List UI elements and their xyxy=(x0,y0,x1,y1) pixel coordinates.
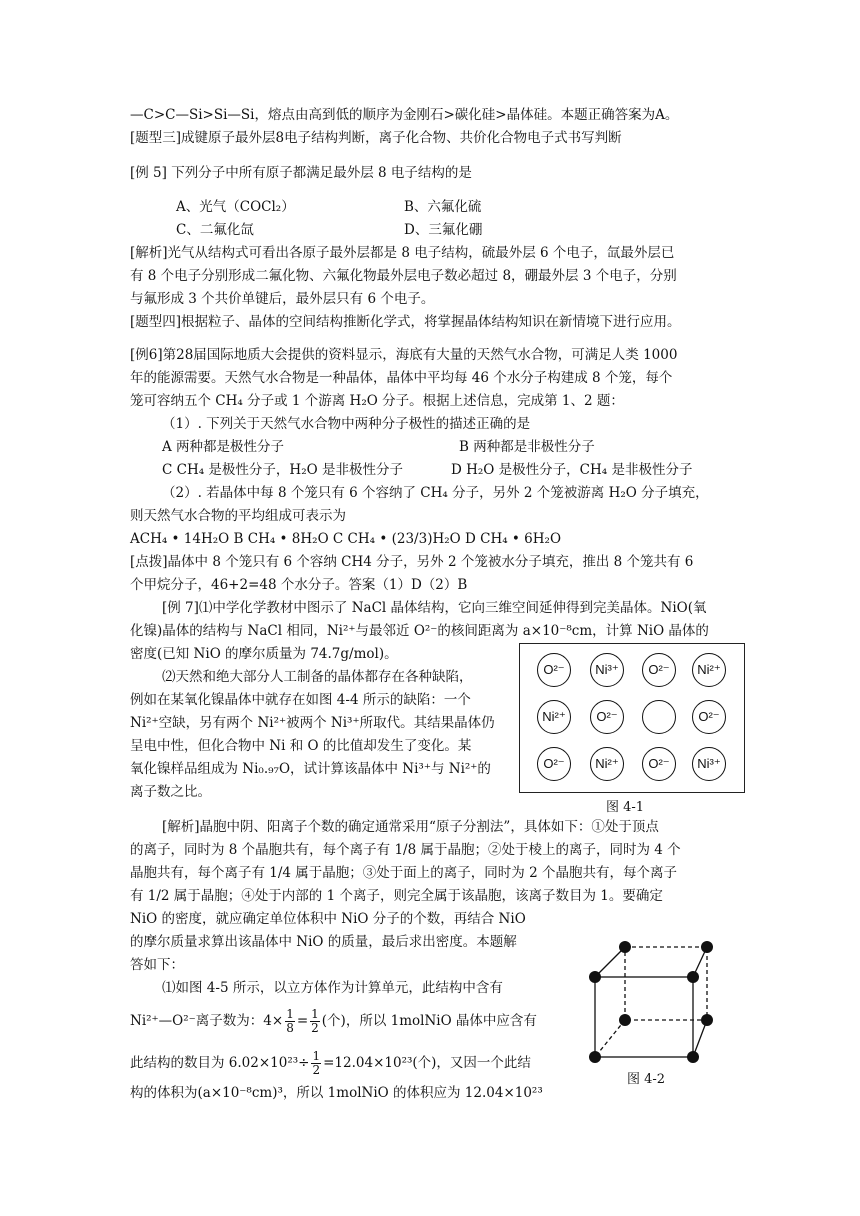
example-5-question: [例 5] 下列分子中所有原子都满足最外层 8 电子结构的是 xyxy=(130,165,472,181)
ion-nickel-3: Ni³⁺ xyxy=(692,747,726,781)
text-line: 有 1/2 属于晶胞；④处于内部的 1 个离子，则完全属于该晶胞，该离子数目为 1。要确定 xyxy=(130,888,663,904)
answer-options: ACH₄ • 14H₂O B CH₄ • 8H₂O C CH₄ • (23/3)H₂O D CH₄ • 6H₂O xyxy=(130,531,562,547)
formula-text: = xyxy=(296,1013,309,1029)
text-line: 氧化镍样品组成为 Ni₀.₉₇O，试计算该晶体中 Ni³⁺与 Ni²⁺的 xyxy=(130,761,491,777)
text-line: [例6]第28届国际地质大会提供的资料显示，海底有大量的天然气水合物，可满足人类 1000 xyxy=(130,347,678,363)
fraction-denominator: 2 xyxy=(311,1021,319,1035)
formula-text: 此结构的数目为 6.02×10²³÷ xyxy=(130,1055,310,1071)
fraction-one-eighth xyxy=(285,1008,295,1035)
question-type-heading: [题型四]根据粒子、晶体的空间结构推断化学式，将掌握晶体结构知识在新情境下进行应用。 xyxy=(130,314,681,330)
text-line: Ni²⁺空缺，另有两个 Ni²⁺被两个 Ni³⁺所取代。其结果晶体仍 xyxy=(130,715,495,731)
lattice-ion xyxy=(589,971,601,983)
cube-edge xyxy=(595,947,625,977)
option-b: B、六氟化硫 xyxy=(404,199,482,215)
text-line: 化镍)晶体的结构与 NaCl 相同，Ni²⁺与最邻近 O²⁻的核间距离为 a×10⁻⁸cm，计算 NiO 晶体的 xyxy=(130,623,709,639)
lattice-ion xyxy=(701,1014,713,1026)
text-line: [例 7]⑴中学化学教材中图示了 NaCl 晶体结构，它向三维空间延伸得到完美晶体。NiO(氧 xyxy=(162,600,707,616)
cube-edge xyxy=(595,1020,625,1057)
option-a: A、光气（COCl₂） xyxy=(176,199,295,215)
ion-oxide: O²⁻ xyxy=(642,653,676,687)
ion-oxide: O²⁻ xyxy=(537,747,571,781)
formula-text: (个)，所以 1molNiO 晶体中应含有 xyxy=(321,1013,537,1029)
text-line: （1）. 下列关于天然气水合物中两种分子极性的描述正确的是 xyxy=(162,416,531,432)
figure-caption: 图 4-1 xyxy=(606,800,645,815)
text-line: 的摩尔质量求算出该晶体中 NiO 的质量，最后求出密度。本题解 xyxy=(130,934,517,950)
lattice-ion xyxy=(687,1051,699,1063)
cube-front-face xyxy=(595,977,693,1057)
text-line: [点拨]晶体中 8 个笼只有 6 个容纳 CH4 分子，另外 2 个笼被水分子填充，推出 8 个笼共有 6 xyxy=(130,554,694,570)
option-c: C CH₄ 是极性分子，H₂O 是非极性分子 xyxy=(162,462,403,478)
ion-vacancy xyxy=(642,700,676,734)
ion-nickel-3: Ni³⁺ xyxy=(590,653,624,687)
ion-defect-figure xyxy=(519,643,745,793)
text-line: —C>C—Si>Si—Si，熔点由高到低的顺序为金刚石>碳化硅>晶体硅。本题正确答案为A。 xyxy=(130,107,679,123)
fraction-denominator: 8 xyxy=(286,1021,294,1035)
cube-back-face xyxy=(625,947,707,1020)
lattice-ion xyxy=(701,941,713,953)
text-line: 则天然气水合物的平均组成可表示为 xyxy=(130,508,346,524)
fraction-numerator: 1 xyxy=(286,1007,294,1021)
text-line: 的离子，同时为 8 个晶胞共有，每个离子有 1/8 属于晶胞；②处于棱上的离子，同时为 4 个 xyxy=(130,842,681,858)
fraction-denominator: 2 xyxy=(312,1063,321,1077)
option-c: C、二氟化氙 xyxy=(176,222,254,238)
text-line: ⑴如图 4-5 所示，以立方体作为计算单元，此结构中含有 xyxy=(162,980,503,996)
fraction-one-half xyxy=(310,1008,320,1035)
formula-line xyxy=(130,1008,537,1035)
ion-oxide: O²⁻ xyxy=(642,747,676,781)
option-b: B 两种都是非极性分子 xyxy=(459,439,595,455)
lattice-ion xyxy=(619,941,631,953)
option-d: D、三氟化硼 xyxy=(404,222,483,238)
text-line: NiO 的密度，就应确定单位体积中 NiO 分子的个数，再结合 NiO xyxy=(130,911,526,927)
ion-oxide: O²⁻ xyxy=(692,700,726,734)
text-line: 离子数之比。 xyxy=(130,784,211,800)
text-line: ⑵天然和绝大部分人工制备的晶体都存在各种缺陷， xyxy=(162,669,473,685)
ion-oxide: O²⁻ xyxy=(590,700,624,734)
formula-text: =12.04×10²³(个)，又因一个此结 xyxy=(323,1055,531,1071)
text-line: 密度(已知 NiO 的摩尔质量为 74.7g/mol)。 xyxy=(130,646,398,662)
ion-nickel-2: Ni²⁺ xyxy=(692,653,726,687)
fraction-one-half xyxy=(311,1050,321,1077)
lattice-ion xyxy=(589,1051,601,1063)
question-type-heading: [题型三]成键原子最外层8电子结构判断，离子化合物、共价化合物电子式书写判断 xyxy=(130,130,622,146)
text-line: 例如在某氧化镍晶体中就存在如图 4-4 所示的缺陷：一个 xyxy=(130,692,471,708)
option-d: D H₂O 是极性分子，CH₄ 是非极性分子 xyxy=(451,462,693,478)
figure-caption: 图 4-2 xyxy=(627,1072,666,1087)
fraction-numerator: 1 xyxy=(312,1049,321,1063)
lattice-ion xyxy=(619,1014,631,1026)
ion-nickel-2: Ni²⁺ xyxy=(590,747,624,781)
formula-text: Ni²⁺—O²⁻离子数为：4× xyxy=(130,1013,284,1029)
text-line: 晶胞共有，每个离子有 1/4 属于晶胞；③处于面上的离子，同时为 2 个晶胞共有，每个离子 xyxy=(130,865,677,881)
text-line: 答如下： xyxy=(130,957,184,973)
text-line: 有 8 个电子分别形成二氟化物、六氟化物最外层电子数必超过 8，硼最外层 3 个电子，分别 xyxy=(130,268,677,284)
text-line: 个甲烷分子，46+2=48 个水分子。答案（1）D（2）B xyxy=(130,577,468,593)
text-line: 构的体积为(a×10⁻⁸cm)³，所以 1molNiO 的体积应为 12.04×10²³ xyxy=(130,1085,543,1101)
text-line: [解析]光气从结构式可看出各原子最外层都是 8 电子结构，硫最外层 6 个电子，氙最外层已 xyxy=(130,245,675,261)
unit-cell-cube-figure xyxy=(585,935,755,1065)
text-line: 呈电中性，但化合物中 Ni 和 O 的比值却发生了变化。某 xyxy=(130,738,472,754)
text-line: [解析]晶胞中阴、阳离子个数的确定通常采用“原子分割法”，具体如下：①处于顶点 xyxy=(162,819,659,835)
text-line: 与氟形成 3 个共价单键后，最外层只有 6 个电子。 xyxy=(130,291,435,307)
ion-nickel-2: Ni²⁺ xyxy=(537,700,571,734)
text-line: 笼可容纳五个 CH₄ 分子或 1 个游离 H₂O 分子。根据上述信息，完成第 1、2 题： xyxy=(130,393,624,409)
text-line: （2）. 若晶体中每 8 个笼只有 6 个容纳了 CH₄ 分子，另外 2 个笼被游离 H₂O 分子填充， xyxy=(162,485,709,501)
text-line: 年的能源需要。天然气水合物是一种晶体，晶体中平均每 46 个水分子构建成 8 个笼，每个 xyxy=(130,370,673,386)
option-a: A 两种都是极性分子 xyxy=(162,439,285,455)
ion-oxide: O²⁻ xyxy=(537,653,571,687)
formula-line xyxy=(130,1050,531,1077)
lattice-ion xyxy=(687,971,699,983)
fraction-numerator: 1 xyxy=(311,1007,319,1021)
